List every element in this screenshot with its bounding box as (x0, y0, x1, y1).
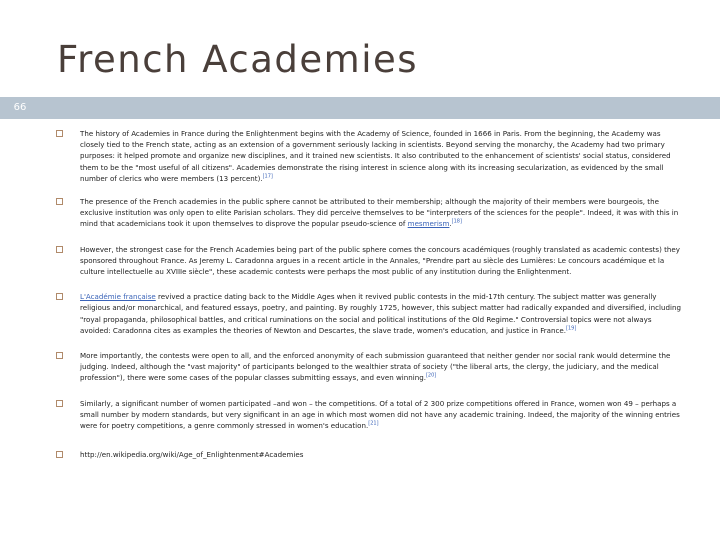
square-bullet-icon (56, 400, 63, 407)
square-bullet-icon (56, 198, 63, 205)
bullet-text: L'Académie française revived a practice dating back to the Middle Ages when it revived public contests in the mid-17th century. The subject matter was generally religious and/or monarchical, and featured essays, poetry, and painting. By roughly 1725, however, this subject matter had radically expanded and diversified, including "royal propaganda, philosophical battles, and critical ruminations on the social and political institutions of the Old Regime." Controversial topics were not always avoided: Caradonna cites as examples the theories of Newton and Descartes, the slave trade, women's education, and justice in France.[19] (80, 292, 681, 335)
square-bullet-icon (56, 352, 63, 359)
citation-link[interactable]: [18] (451, 219, 462, 226)
list-item (56, 291, 682, 336)
list-item (56, 196, 682, 230)
square-bullet-icon (56, 293, 63, 300)
list-item (56, 350, 682, 384)
citation-link[interactable]: [19] (566, 325, 577, 332)
source-url: http://en.wikipedia.org/wiki/Age_of_Enlightenment#Academies (80, 450, 304, 460)
slide-number: 66 (13, 102, 27, 113)
bullet-text: However, the strongest case for the French Academies being part of the public sphere comes the concours académiques (roughly translated as academic contests) they sponsored throughout France. As Jeremy L. Caradonna argues in a recent article in the Annales, "Prendre part au siècle des Lumières: Le concours académique et la culture intellectuelle au XVIIIe siècle", these academic contests were perhaps the most public of any institution during the Enlightenment. (80, 244, 680, 277)
bullet-text: The history of Academies in France during the Enlightenment begins with the Academy of Science, founded in 1666 in Paris. From the beginning, the Academy was closely tied to the French state, acting as an extension of a government seriously lacking in scientists. Beyond serving the monarchy, the Academy had two primary purposes: it helped promote and organize new disciplines, and it trained new scientists. It also contributed to the enhancement of scientists' social status, considered them to be the "most useful of all citizens". Academies demonstrate the rising interest in science along with its increasing secularization, as evidenced by the small number of clerics who were members (13 percent).[17] (80, 129, 671, 183)
square-bullet-icon (56, 130, 63, 137)
list-item (56, 128, 682, 184)
citation-link[interactable]: [21] (368, 420, 379, 427)
mesmerism-link[interactable]: mesmerism (407, 219, 450, 229)
list-item (56, 398, 682, 432)
bullet-text: Similarly, a significant number of women participated –and won – the competitions. Of a total of 2 300 prize competitions offered in France, women won 49 – perhaps a small number by modern standards, but very significant in an age in which most women did not have any academic training. Indeed, the majority of the winning entries were for poetry competitions, a genre commonly stressed in women's education.[21] (80, 398, 680, 431)
academie-francaise-link[interactable]: L'Académie française (80, 292, 156, 302)
bullet-list (56, 128, 682, 472)
citation-link[interactable]: [17] (262, 173, 273, 180)
citation-link[interactable]: [20] (425, 373, 437, 380)
square-bullet-icon (56, 246, 63, 253)
header-bar (0, 97, 720, 119)
bullet-text: The presence of the French academies in the public sphere cannot be attributed to their membership; although the majority of their members were bourgeois, the exclusive institution was only open to elite Parisian scholars. They did perceive themselves to be "interpreters of the sciences for the people". Indeed, it was with this in mind that academicians took it upon themselves to disprove the popular pseudo-science of mesmerism.[18] (80, 197, 679, 229)
bullet-text: More importantly, the contests were open to all, and the enforced anonymity of each submission guaranteed that neither gender nor social rank would determine the judging. Indeed, although the "vast majority" of participants belonged to the wealthier strata of society ("the liberal arts, the clergy, the judiciary, and the medical profession"), there were some cases of the popular classes submitting essays, and even winning.[20] (80, 351, 671, 383)
slide-title: French Academies (57, 38, 419, 81)
list-item (56, 449, 682, 460)
list-item (56, 244, 682, 278)
square-bullet-icon (56, 451, 63, 458)
